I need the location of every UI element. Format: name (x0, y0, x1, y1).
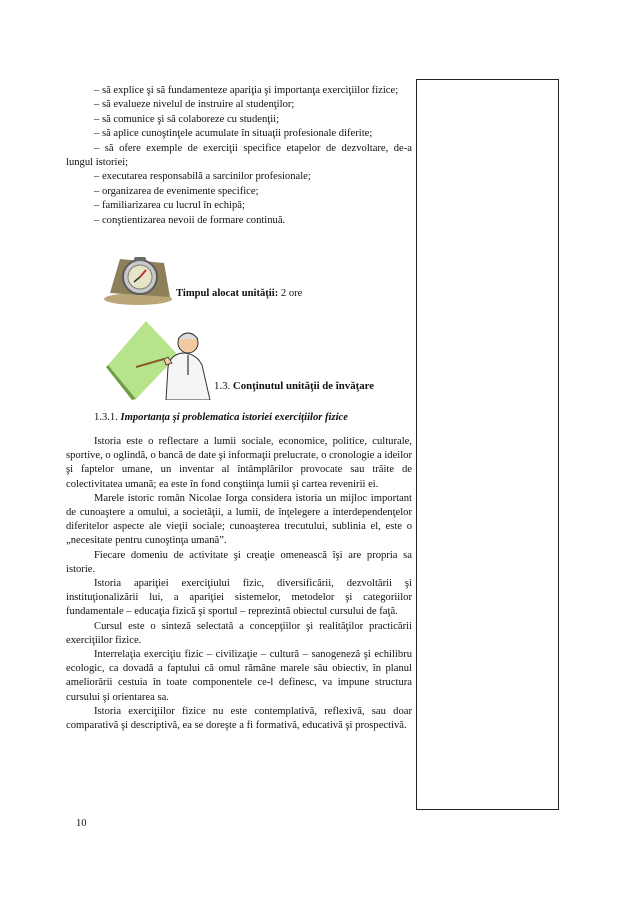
time-label: Timpul alocat unităţii: (176, 288, 279, 299)
paragraph: Istoria apariţiei exerciţiului fizic, diversificării, dezvoltării şi instituţionalizării lui, a apariţiei sistemelor, metodelor şi categoriilor fundamentale – educaţia fizică şi sportul – reprezintă obiectul cursului de faţă. (66, 578, 412, 618)
objective-item: – să comunice şi să colaboreze cu studenţii; (94, 113, 280, 125)
competence-item: – organizarea de evenimente specifice; (94, 185, 259, 197)
time-value: 2 ore (280, 288, 303, 299)
objectives-list (66, 84, 412, 228)
time-allocation (100, 253, 420, 307)
objective-item: – să evalueze nivelul de instruire al studenţilor; (94, 99, 295, 111)
paragraph: Cursul este o sinteză selectată a concepţiilor şi realităţilor practicării exerciţiilor fizice. (66, 620, 412, 646)
paragraph: Interrelaţia exerciţiu fizic – civilizaţie – cultură – sanogeneză şi echilibru ecologic, ca dovadă a faptului că omul rămâne marele său obiectiv, în planul ameliorării cestuia în toate componentele ce-l definesc, va impune structura cursului şi orientarea sa. (66, 649, 412, 703)
subsection-heading (94, 412, 348, 423)
margin-notes-box (416, 79, 559, 810)
objective-item: – să ofere exemple de exerciţii specifice etapelor de dezvoltare, de-a lungul istoriei; (66, 142, 412, 169)
subsection-title: Importanţa şi problematica istoriei exerciţiilor fizice (120, 412, 348, 423)
section-number: 1.3. (214, 380, 231, 392)
competence-item: – familiarizarea cu lucrul în echipă; (94, 200, 245, 212)
section-body (66, 435, 412, 733)
competence-item: – executarea responsabilă a sarcinilor profesionale; (94, 171, 311, 183)
paragraph: Fiecare domeniu de activitate şi creaţie omenească îşi are propria sa istorie. (66, 549, 412, 575)
paragraph: Istoria este o reflectare a lumii sociale, economice, politice, culturale, sportive, o oglindă, o bancă de date şi informaţii prelucrate, o cronologie a ideilor şi faptelor umane, un inventar al întâmplărilor provocate sau trăite de colectivitatea umană; ea este în fond conştiinţa lumii şi cartea revenirii ei. (66, 436, 412, 490)
clock-icon (100, 253, 178, 307)
subsection-number: 1.3.1. (94, 412, 118, 423)
section-heading (214, 380, 374, 392)
paragraph: Marele istoric român Nicolae Iorga considera istoria un mijloc important de cunoaştere a omului, a societăţii, a lumii, de înţelegere a interdependenţelor diferitelor aspecte ale vieţii sociale; cunoaşterea trecutului, sublinia el, este o „necesitate pentru cunoştinţa umană”. (66, 492, 412, 547)
objective-item: – să explice şi să fundamenteze apariţia şi importanţa exerciţiilor fizice; (94, 85, 399, 96)
teacher-illustration (106, 315, 216, 400)
objective-item: – să aplice cunoştinţele acumulate în situaţii profesionale diferite; (94, 128, 373, 140)
competence-item: – conştientizarea nevoii de formare continuă. (94, 214, 286, 226)
paragraph: Istoria exerciţiilor fizice nu este contemplativă, reflexivă, sau doar comparativă şi descriptivă, ea se doreşte a fi formativă, educativă şi prospectivă. (66, 705, 412, 732)
section-title: Conţinutul unităţii de învăţare (232, 380, 374, 392)
time-allocation-text (176, 288, 302, 299)
page-number: 10 (76, 818, 87, 829)
